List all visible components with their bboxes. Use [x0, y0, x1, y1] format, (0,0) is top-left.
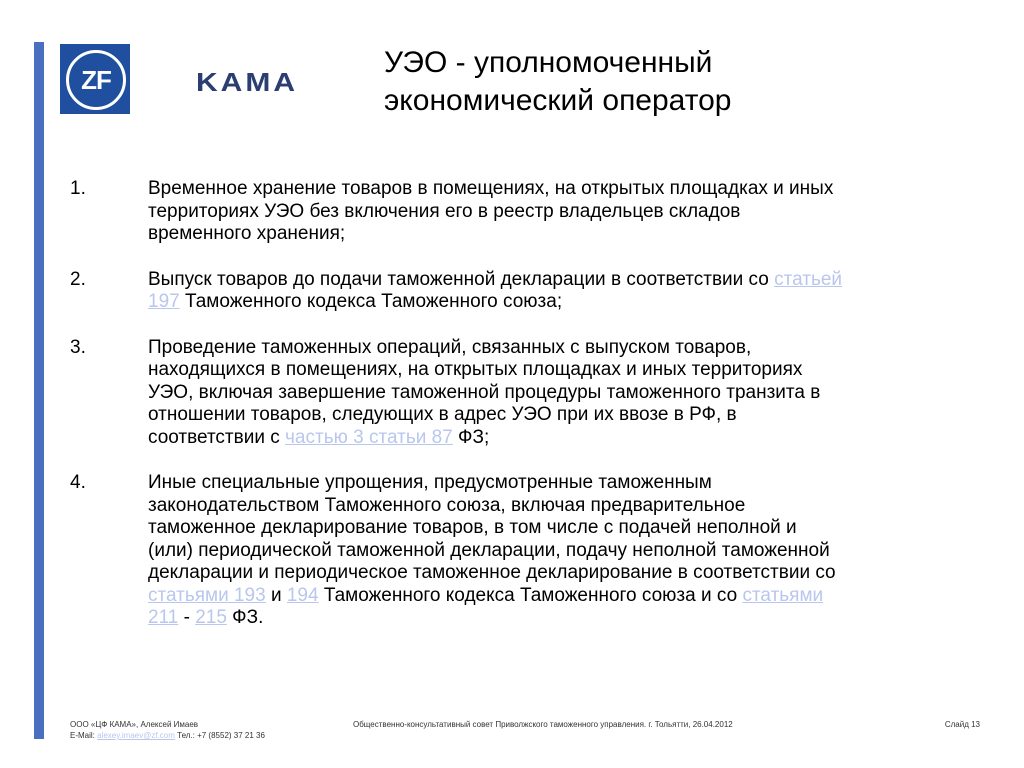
item-line-text: ФЗ.	[226, 607, 264, 628]
item-line-text: ФЗ;	[452, 426, 490, 448]
articles-193-link[interactable]: статьями 193	[148, 584, 266, 606]
article-215-link[interactable]: 215	[195, 607, 227, 628]
articles-211-link[interactable]: статьями	[742, 584, 824, 606]
item-line-text: и	[265, 584, 287, 606]
zf-logo	[60, 44, 130, 114]
list-item-4	[70, 472, 990, 630]
item-line	[148, 269, 983, 292]
item-line: УЭО, включая завершение таможенной процедуры таможенного транзита в	[148, 381, 821, 403]
item-line	[148, 291, 983, 314]
part-3-article-87-link[interactable]: частью 3 статьи 87	[285, 426, 453, 448]
item-number: 1.	[70, 178, 86, 199]
kama-logo: KAMA	[196, 69, 298, 98]
article-197-link[interactable]: статьей	[774, 268, 843, 290]
email-link[interactable]: alexey.imaev@zf.com	[97, 731, 175, 740]
item-line: таможенное декларирование товаров, в том числе с подачей неполной и	[148, 517, 797, 538]
item-line: находящихся в помещениях, на открытых площадках и иных территориях	[148, 359, 803, 380]
item-line: отношении товаров, следующих в адрес УЭО при их ввозе в РФ, в	[148, 404, 737, 425]
slide-number: Слайд 13	[944, 720, 980, 729]
item-text	[148, 178, 983, 246]
item-number: 4.	[70, 472, 86, 493]
item-line: территориях УЭО без включения его в реестр владельцев складов	[148, 200, 741, 222]
title-line-2: экономический оператор	[384, 84, 732, 117]
item-number: 2.	[70, 268, 86, 290]
phone-text: Тел.: +7 (8552) 37 21 36	[174, 731, 265, 740]
item-line: Временное хранение товаров в помещениях, на открытых площадках и иных	[148, 178, 834, 199]
footer-contact-line	[70, 730, 265, 741]
item-text	[148, 269, 983, 314]
article-197-link-number[interactable]: 197	[148, 291, 180, 312]
item-line	[148, 607, 983, 630]
item-line: декларации и периодическое таможенное декларирование в соответствии со	[148, 562, 836, 583]
footer-event: Общественно-консультативный совет Приволжского таможенного управления. г. Тольятти, 26.04.2012	[353, 720, 733, 729]
item-line-text: Таможенного кодекса Таможенного союза и со	[318, 584, 743, 606]
item-line: (или) периодической таможенной декларации, подачу неполной таможенной	[148, 539, 830, 561]
item-line-text: соответствии с	[148, 426, 286, 448]
title-line-1: УЭО - уполномоченный	[384, 46, 713, 79]
numbered-list	[70, 178, 990, 653]
zf-logo-text: ZF	[66, 50, 126, 110]
item-line: законодательством Таможенного союза, включая предварительное	[148, 494, 746, 516]
item-line-text: Таможенного кодекса Таможенного союза;	[179, 291, 563, 312]
email-label: E-Mail:	[70, 731, 98, 740]
item-line: временного хранения;	[148, 223, 346, 244]
list-item-3	[70, 337, 990, 450]
item-text	[148, 337, 983, 450]
item-line	[148, 427, 983, 450]
slide-title	[384, 44, 984, 120]
article-211-link-number[interactable]: 211	[148, 607, 179, 628]
footer-org: ООО «ЦФ КАМА», Алексей Имаев	[70, 720, 199, 729]
item-line-text: -	[178, 607, 196, 628]
item-text	[148, 472, 983, 630]
item-number: 3.	[70, 336, 86, 358]
article-194-link[interactable]: 194	[286, 584, 319, 606]
item-line	[148, 585, 983, 608]
list-item-1	[70, 178, 990, 246]
item-line: Иные специальные упрощения, предусмотренные таможенным	[148, 472, 712, 493]
footer-contact	[70, 719, 265, 741]
item-line-text: Выпуск товаров до подачи таможенной декларации в соответствии со	[148, 268, 775, 290]
list-item-2	[70, 269, 990, 314]
left-accent-bar	[34, 42, 44, 739]
item-line: Проведение таможенных операций, связанных с выпуском товаров,	[148, 336, 752, 358]
